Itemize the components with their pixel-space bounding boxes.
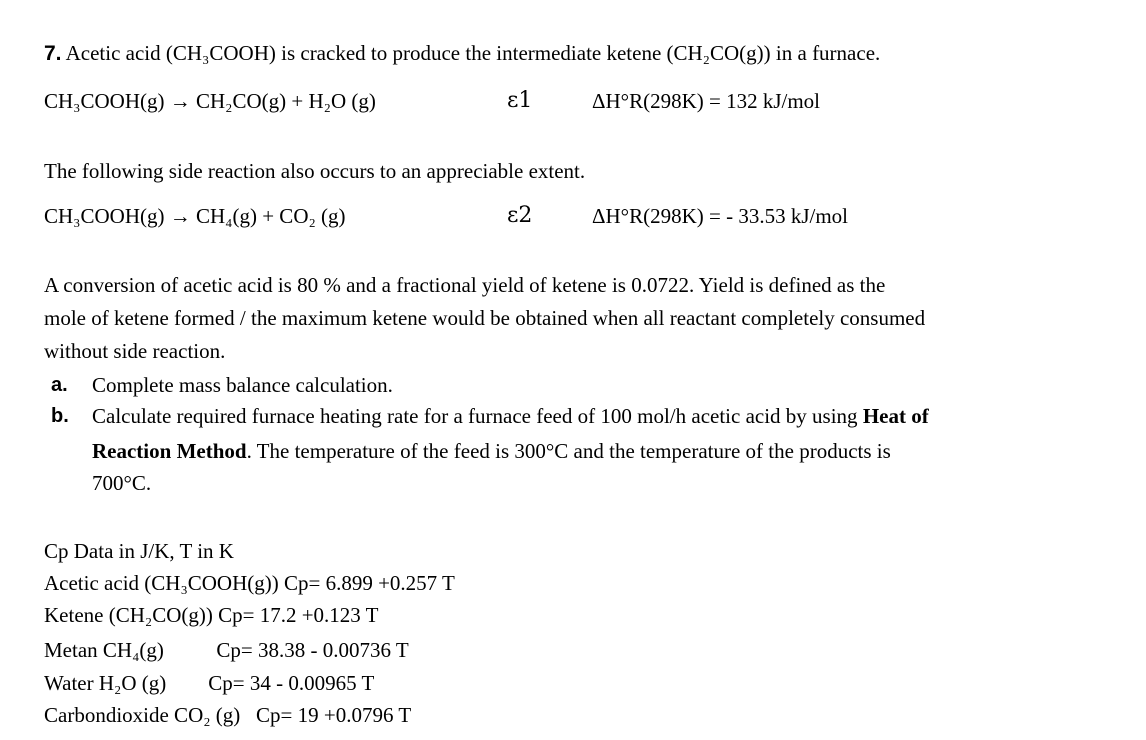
reaction-2-symbol: ε2 <box>507 203 533 228</box>
side-reaction-intro: The following side reaction also occurs to an appreciable extent. <box>44 159 586 183</box>
conversion-line-3: without side reaction. <box>44 339 226 363</box>
reaction-1 <box>44 88 820 114</box>
question-number: 7. <box>44 42 62 65</box>
question-title <box>44 40 880 67</box>
item-b-text-line-2 <box>92 438 891 464</box>
cp-row-carbon-dioxide: Carbondioxide CO₂ (g) Cp= 19 +0.0796 T <box>44 703 412 727</box>
conversion-line-1: A conversion of acetic acid is 80 % and a fractional yield of ketene is 0.0722. Yield is defined as the <box>44 273 886 297</box>
item-b-text-2: . The temperature of the feed is 300°C and the temperature of the products is <box>246 439 891 463</box>
cp-row-ketene: Ketene (CH₂CO(g)) Cp= 17.2 +0.123 T <box>44 603 379 627</box>
item-b-label: b. <box>51 405 69 427</box>
cp-row-acetic-acid: Acetic acid (CH₃COOH(g)) Cp= 6.899 +0.257 T <box>44 571 455 595</box>
cp-row-methane: Metan CH₄(g) Cp= 38.38 - 0.00736 T <box>44 638 409 662</box>
question-text: Acetic acid (CH₃COOH) is cracked to produce the intermediate ketene (CH₂CO(g)) in a furnace. <box>65 41 881 65</box>
item-b-bold-2: Reaction Method <box>92 439 247 463</box>
cp-row-water: Water H₂O (g) Cp= 34 - 0.00965 T <box>44 671 375 695</box>
reaction-1-equation: CH₃COOH(g) → CH₂CO(g) + H₂O (g) <box>44 89 376 113</box>
item-b-bold-1: Heat of <box>862 404 929 428</box>
cp-data-header: Cp Data in J/K, T in K <box>44 539 234 563</box>
item-a-text: Complete mass balance calculation. <box>92 373 393 397</box>
item-a-label: a. <box>51 374 68 396</box>
reaction-1-symbol: ε1 <box>507 88 533 113</box>
item-b-text-1: Calculate required furnace heating rate for a furnace feed of 100 mol/h acetic acid by using <box>92 404 863 428</box>
reaction-1-enthalpy: ΔH°R(298K) = 132 kJ/mol <box>592 89 820 113</box>
item-b-text-3: 700°C. <box>92 471 152 495</box>
reaction-2-equation: CH₃COOH(g) → CH₄(g) + CO₂ (g) <box>44 204 346 228</box>
reaction-2 <box>44 203 848 229</box>
reaction-2-enthalpy: ΔH°R(298K) = - 33.53 kJ/mol <box>592 204 848 228</box>
item-b-text-line-1 <box>92 403 929 429</box>
conversion-line-2: mole of ketene formed / the maximum ketene would be obtained when all reactant completely consumed <box>44 306 926 330</box>
